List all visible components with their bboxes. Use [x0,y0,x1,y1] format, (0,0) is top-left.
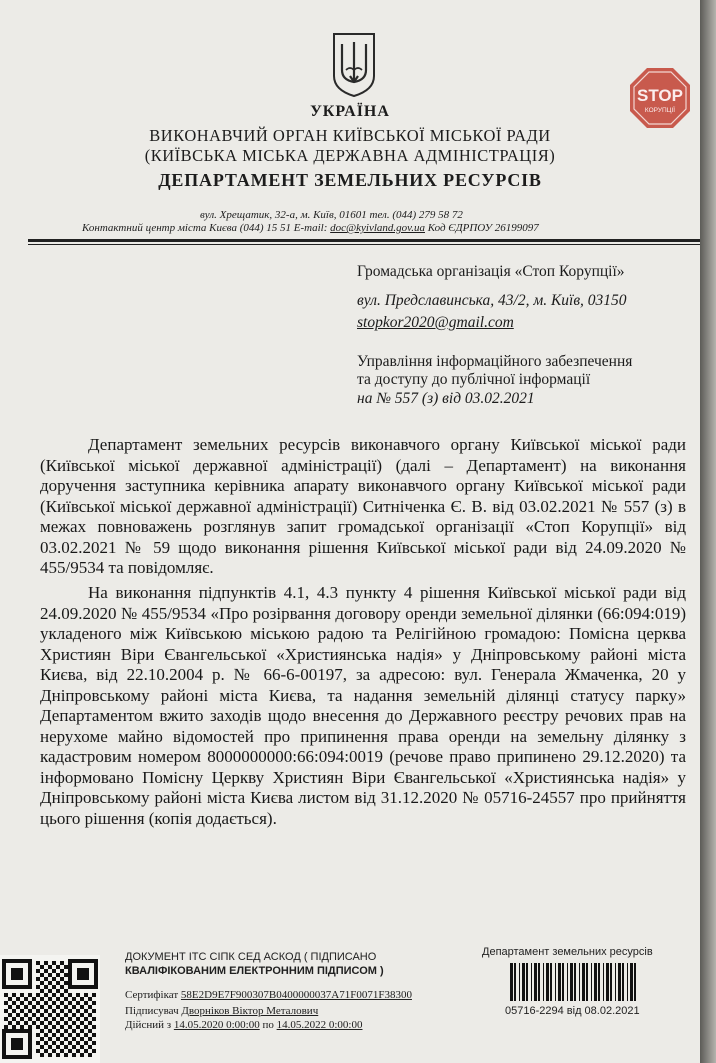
recipient-dept-line2: та доступу до публічної інформації [357,371,591,388]
header-country: УКРАЇНА [310,103,390,120]
stamp-sub: КОРУПЦІЇ [644,107,676,114]
recipient-dept-line1: Управління інформаційного забезпечення [357,353,633,370]
qr-code-icon [0,955,100,1063]
page-edge-shadow [700,0,716,1063]
header-organization [0,126,700,166]
validity-line [125,1019,362,1031]
header-rule [28,239,700,242]
trident-coat-of-arms-icon [330,30,378,98]
header-org-line2: (КИЇВСЬКА МІСЬКА ДЕРЖАВНА АДМІНІСТРАЦІЯ) [144,146,556,165]
edrpou-code: Код ЄДРПОУ 26199097 [424,222,539,234]
recipient-address: вул. Предславинська, 43/2, м. Київ, 03150 [357,292,627,309]
certificate-line [125,989,412,1001]
recipient-department [357,353,632,389]
header-department: ДЕПАРТАМЕНТ ЗЕМЕЛЬНИХ РЕСУРСІВ [158,170,542,190]
signer-label: Підписувач [125,1005,182,1017]
reference-number: на № 557 (з) від 03.02.2021 [357,390,535,407]
valid-from: 14.05.2020 0:00:00 [173,1019,260,1031]
signer-line [125,1005,318,1017]
recipient-email-link[interactable]: stopkor2020@gmail.com [357,314,514,331]
contact-prefix: Контактний центр міста Києва (044) 15 51 E-mail: [82,222,331,234]
barcode-icon [510,963,640,1001]
registration-number: 05716-2294 від 08.02.2021 [505,1005,640,1017]
signature-doc-line1: ДОКУМЕНТ ІТС СІПК СЕД АСКОД ( ПІДПИСАНО [125,951,377,963]
certificate-value: 58E2D9E7F900307B0400000037A71F0071F38300 [180,989,412,1001]
validity-label: Дійсний з [125,1019,174,1031]
validity-mid: по [259,1019,277,1031]
signer-value: Дворніков Віктор Металович [181,1005,319,1017]
valid-to: 14.05.2022 0:00:00 [276,1019,363,1031]
certificate-label: Сертифікат [125,989,181,1001]
header-contacts [82,222,539,234]
registration-department: Департамент земельних ресурсів [482,946,653,958]
body-paragraph-1: Департамент земельних ресурсів виконавчого органу Київської міської ради (Київської міської державної адміністрації) (далі – Департамент) на виконання доручення заступника керівника апарату виконавчого органу Київської міської ради (Київської міської державної адміністрації) Ситнiченка Є. В. від 03.02.2021 № 557 (з) в межах повноважень розглянув запит громадської організації «Стоп Корупції» від 03.02.2021 № 59 щодо виконання рішення Київської міської ради від 24.09.2020 № 455/9534 та повідомляє. [40,435,686,577]
header-org-line1: ВИКОНАВЧИЙ ОРГАН КИЇВСЬКОЇ МІСЬКОЇ РАДИ [149,126,551,145]
body-paragraph-2: На виконання підпунктів 4.1, 4.3 пункту 4 рішення Київської міської ради від 24.09.2020 № 455/9534 «Про розірвання договору оренди земельної ділянки (66:094:019) укладеного між Київською міською радою та Релігійною громадою: Помісна церква Християн Віри Євангельської «Християнська надія» у Дніпровському районі міста Києва, від 22.10.2004 р. № 66-6-00197, за адресою: вул. Генерала Жмаченка, 20 у Дніпровському районі міста Києва, та надання земельній ділянці статусу парку» Департаментом вжито заходів щодо внесення до Державного реєстру речових прав на нерухоме майно відомостей про припинення права оренди на земельну ділянку з кадастровим номером 8000000000:66:094:0019 (речове право припинено 29.12.2020) та інформовано Помісну Церкву Християн Віри Євангельської «Християнська надія» у Дніпровському районі міста Києва листом від 31.12.2020 № 05716-24557 про прийняття цього рішення (копія додається). [40,583,686,828]
header-rule-thin [28,244,700,245]
recipient-name: Громадська організація «Стоп Корупції» [357,263,625,280]
stamp-word: STOP [637,86,683,105]
header-email-link[interactable]: doc@kyivland.gov.ua [330,222,425,234]
signature-doc-line2: КВАЛІФІКОВАНИМ ЕЛЕКТРОННИМ ПІДПИСОМ ) [125,965,384,977]
header-address: вул. Хрещатик, 32-а, м. Київ, 01601 тел. (044) 279 58 72 [200,209,463,221]
